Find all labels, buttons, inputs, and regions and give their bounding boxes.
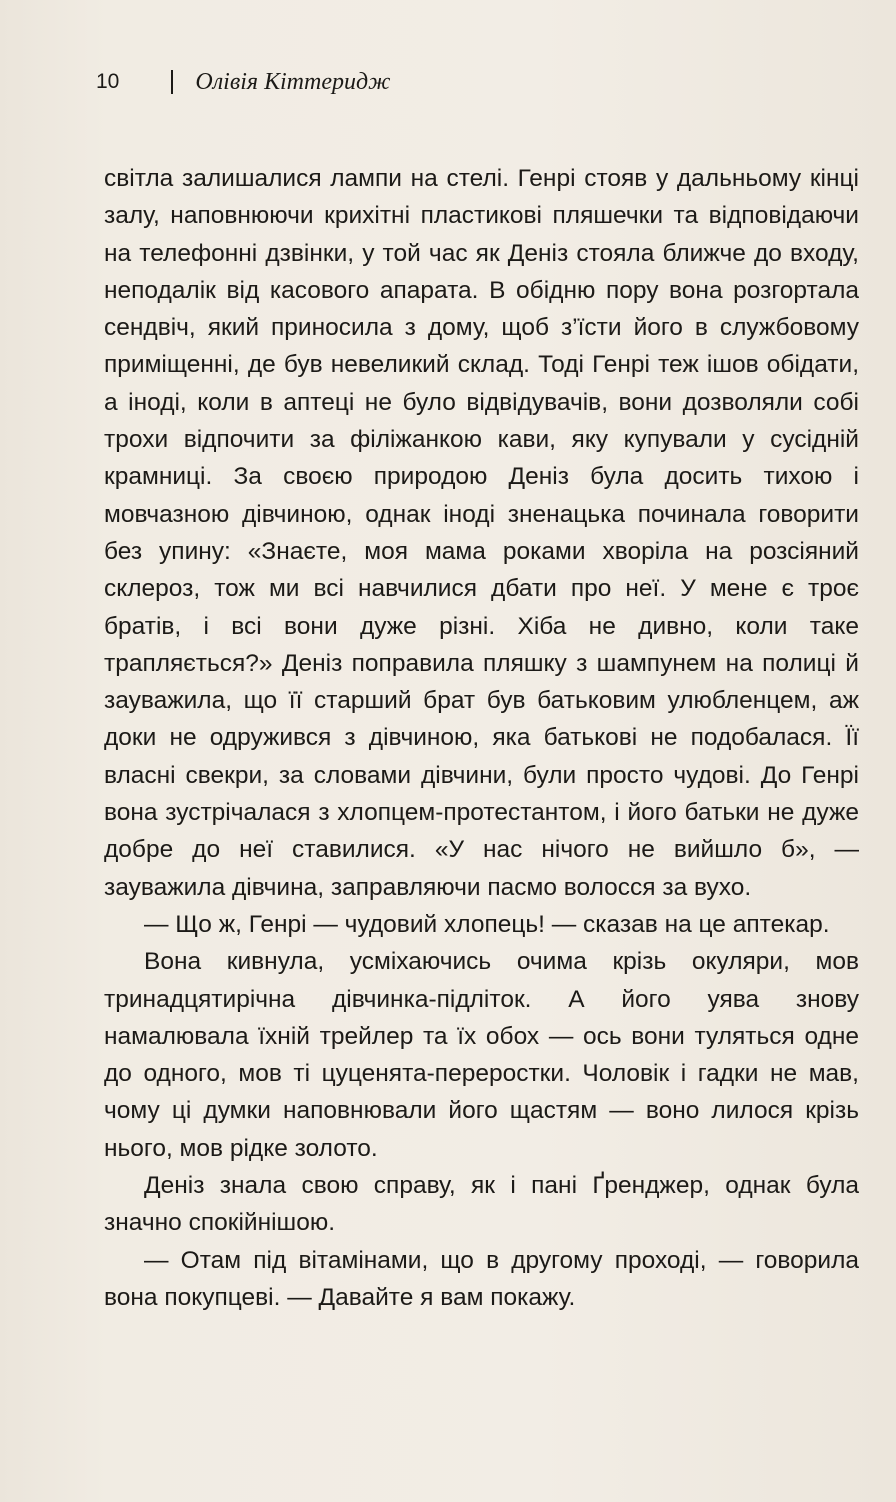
page-body: [104, 160, 859, 1316]
paragraph-2: — Що ж, Генрі — чудовий хлопець! — сказав на це аптекар.: [144, 910, 830, 938]
book-title: Олівія Кіттеридж: [195, 68, 391, 95]
paragraph-1: світла залишалися лампи на стелі. Генрі стояв у дальньому кінці залу, наповнюючи крихітні пластикові пляшечки та відповідаючи на телефонні дзвінки, у той час як Деніз стояла ближче до входу, неподалік від касового апарата. В обідню пору вона розгортала сендвіч, який приносила з дому, щоб з’їсти його в службовому приміщенні, де був невеликий склад. Тоді Генрі теж ішов обідати, а іноді, коли в аптеці не було відвідувачів, вони дозволяли собі трохи відпочити за філіжанкою кави, яку купували у сусідній крамниці. За своєю природою Деніз була досить тихою і мовчазною дівчиною, однак іноді зненацька починала говорити без упину: «Знаєте, моя мама роками хворіла на розсіяний склероз, тож ми всі навчилися дбати про неї. У мене є троє братів, і всі вони дуже різні. Хіба не дивно, коли таке трапляється?» Деніз поправила пляшку з шампунем на полиці й зауважила, що її старший брат був батьковим улюбленцем, аж доки не одружився з дівчиною, яка батькові не подобалася. Її власні свекри, за словами дівчини, були просто чудові. До Генрі вона зустрічалася з хлопцем-протестантом, і його батьки не дуже добре до неї ставилися. «У нас нічого не вийшло б», — зауважила дівчина, заправляючи пасмо волосся за вухо.: [104, 165, 859, 901]
header-divider: [171, 70, 173, 94]
page-number: 10: [96, 70, 120, 93]
paragraph-5: — Отам під вітамінами, що в другому проході, — говорила вона покупцеві. — Давайте я вам покажу.: [104, 1246, 859, 1311]
paragraph-4: Деніз знала свою справу, як і пані Ґренджер, однак була значно спокійнішою.: [104, 1172, 859, 1237]
running-header: [96, 64, 390, 100]
paragraph-3: Вона кивнула, усміхаючись очима крізь окуляри, мов тринадцятирічна дівчинка-підліток. А його уява знову намалювала їхній трейлер та їх обох — ось вони туляться одне до одного, мов ті цуценята-переростки. Чоловік і гадки не мав, чому ці думки наповнювали його щастям — воно лилося крізь нього, мов рідке золото.: [104, 948, 859, 1162]
